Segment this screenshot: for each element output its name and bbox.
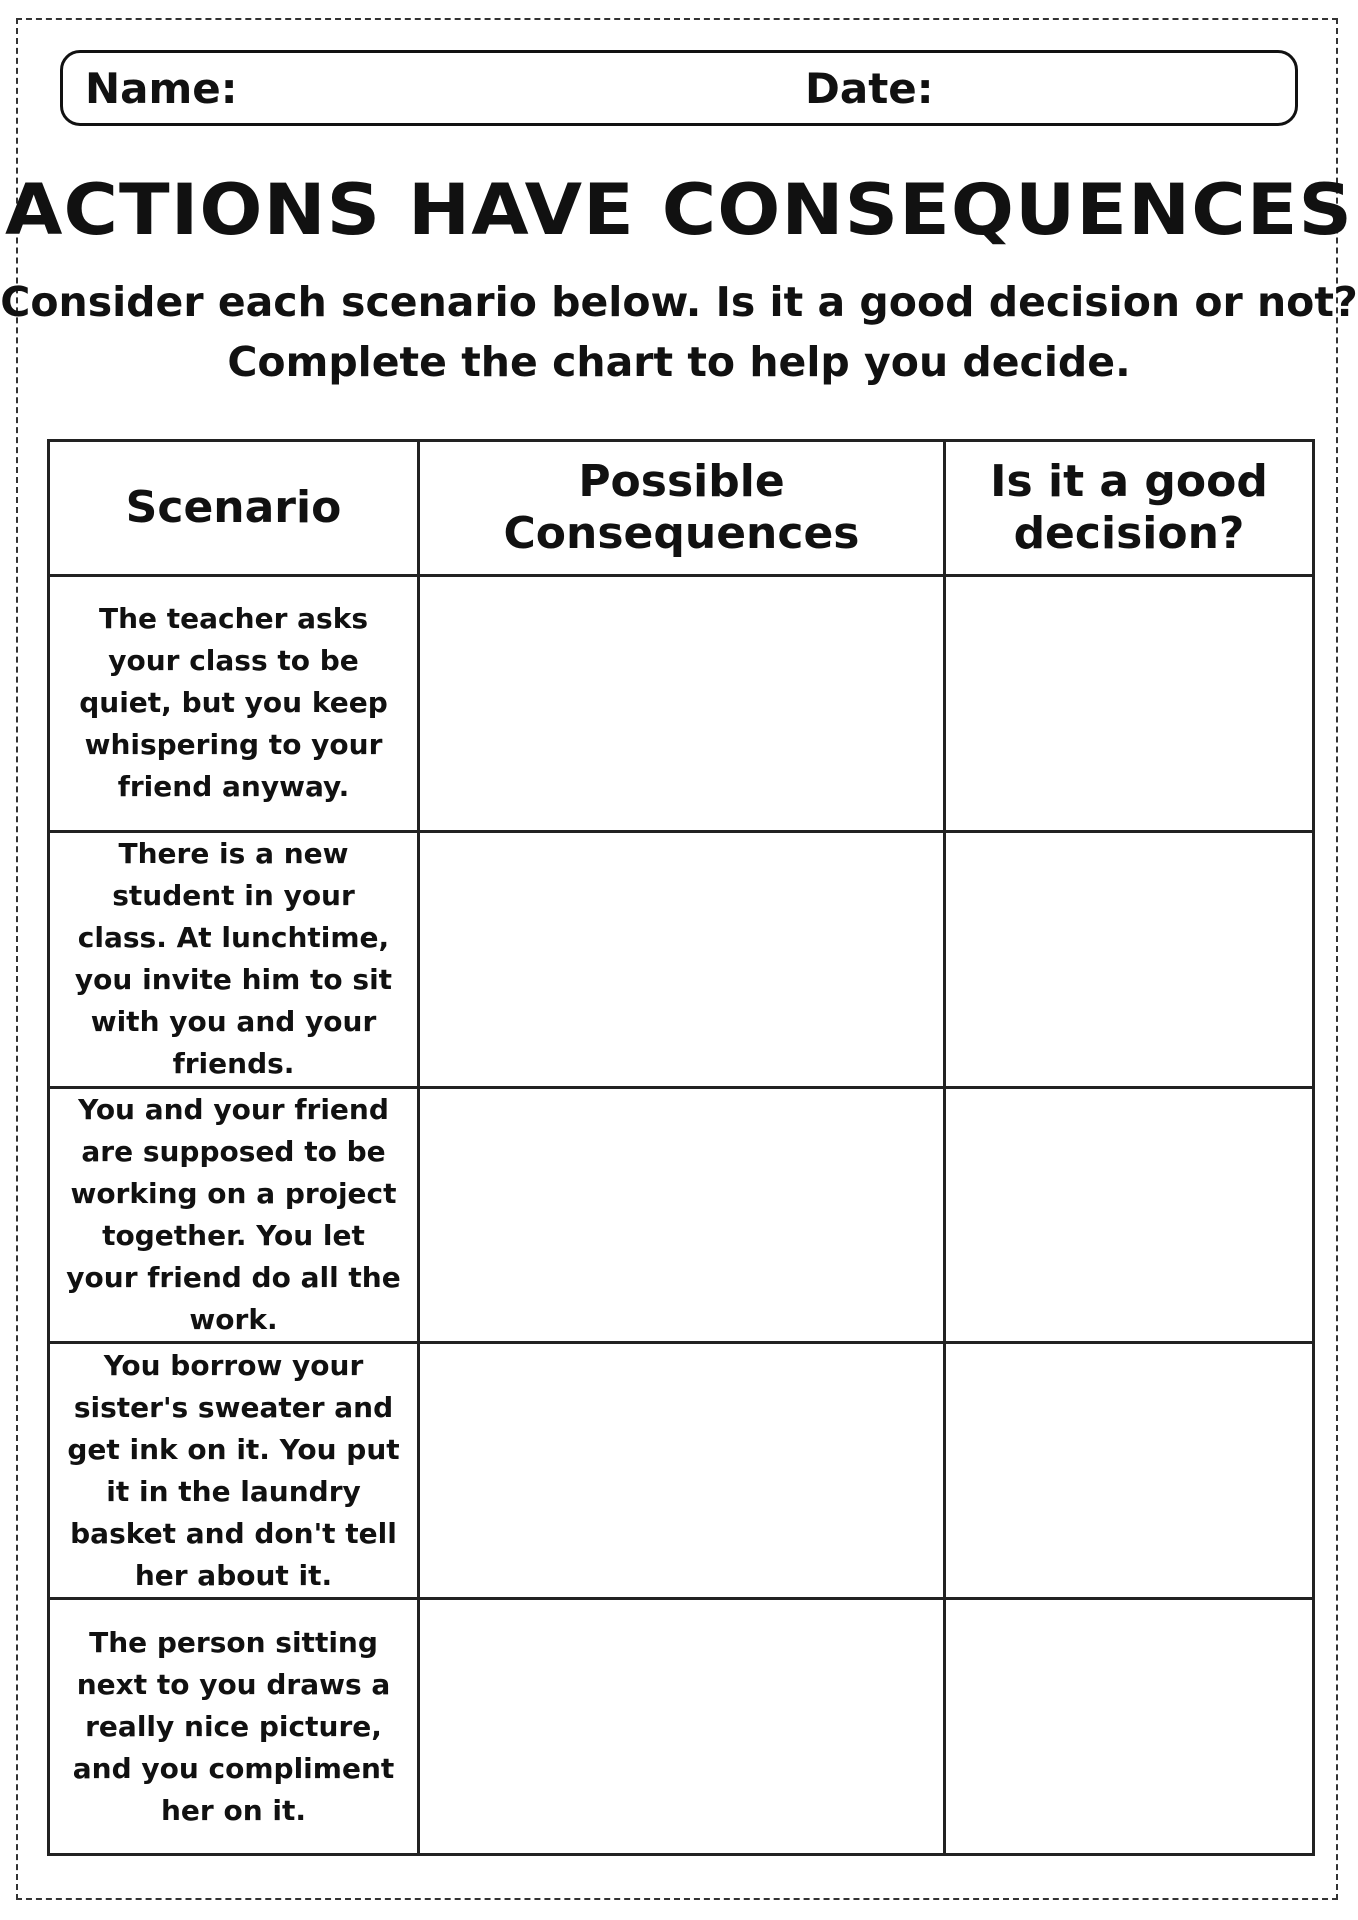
instructions-line-2: Complete the chart to help you decide. — [227, 338, 1131, 386]
name-date-box — [60, 50, 1298, 126]
consequences-chart — [47, 439, 1315, 1856]
instructions-line-1: Consider each scenario below. Is it a good decision or not? — [0, 278, 1358, 326]
column-header-good-decision: Is it a good decision? — [945, 441, 1314, 576]
column-header-possible-consequences: Possible Consequences — [419, 441, 945, 576]
date-label: Date: — [805, 64, 934, 113]
column-header-scenario: Scenario — [49, 441, 419, 576]
consequences-cell[interactable] — [419, 1599, 945, 1855]
good-decision-cell[interactable] — [945, 576, 1314, 832]
scenario-cell: There is a new student in your class. At lunchtime, you invite him to sit with you and your friends. — [49, 831, 419, 1087]
table-row — [49, 1343, 1314, 1599]
instructions — [0, 272, 1358, 392]
good-decision-cell[interactable] — [945, 1343, 1314, 1599]
header-row — [49, 441, 1314, 576]
consequences-cell[interactable] — [419, 1343, 945, 1599]
scenario-cell: You and your friend are supposed to be working on a project together. You let your friend do all the work. — [49, 1087, 419, 1343]
table-row — [49, 576, 1314, 832]
consequences-cell[interactable] — [419, 576, 945, 832]
table-row — [49, 1087, 1314, 1343]
worksheet-title: ACTIONS HAVE CONSEQUENCES — [5, 169, 1353, 251]
consequences-cell[interactable] — [419, 1087, 945, 1343]
scenario-cell: The teacher asks your class to be quiet, but you keep whispering to your friend anyway. — [49, 576, 419, 832]
good-decision-cell[interactable] — [945, 1599, 1314, 1855]
name-label: Name: — [85, 64, 238, 113]
scenario-cell: The person sitting next to you draws a really nice picture, and you compliment her on it. — [49, 1599, 419, 1855]
table-row — [49, 831, 1314, 1087]
consequences-cell[interactable] — [419, 831, 945, 1087]
table-row — [49, 1599, 1314, 1855]
good-decision-cell[interactable] — [945, 1087, 1314, 1343]
good-decision-cell[interactable] — [945, 831, 1314, 1087]
scenario-cell: You borrow your sister's sweater and get ink on it. You put it in the laundry basket and don't tell her about it. — [49, 1343, 419, 1599]
